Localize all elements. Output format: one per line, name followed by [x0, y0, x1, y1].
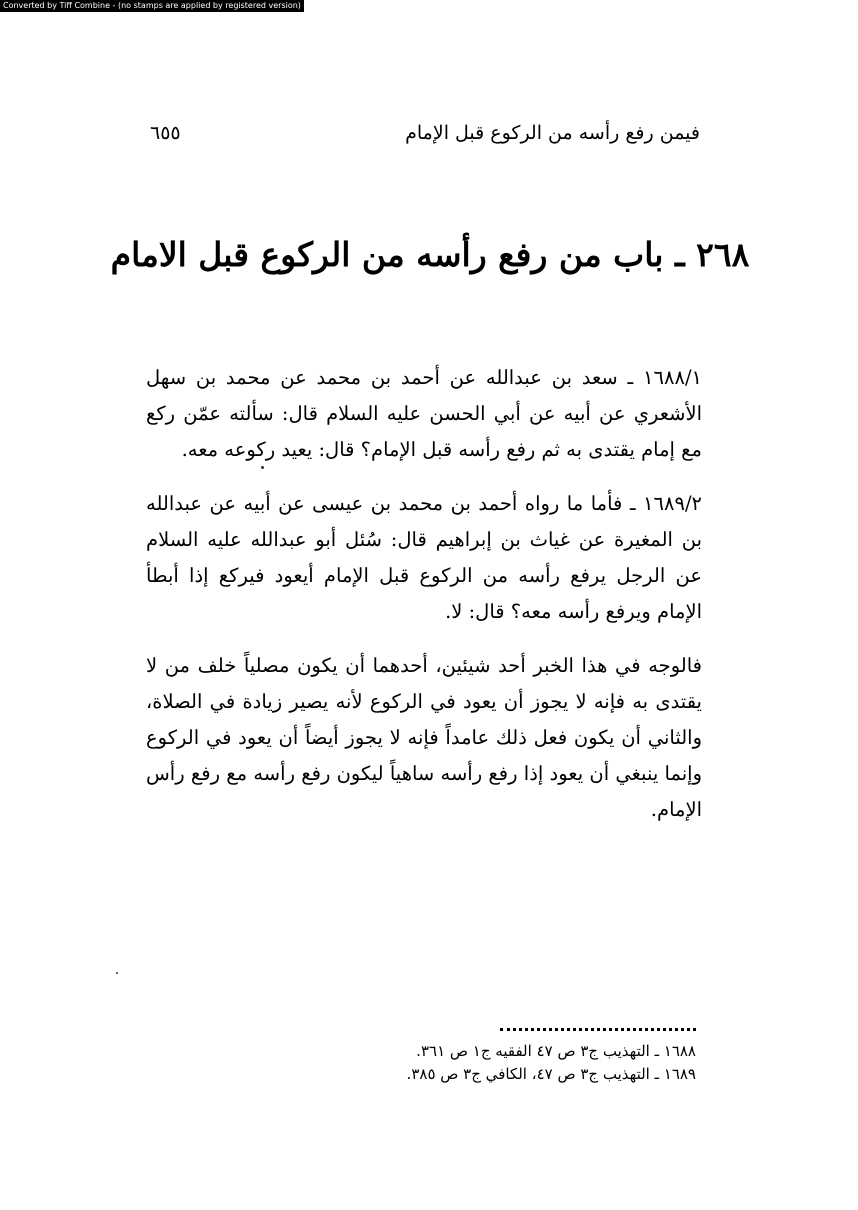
footnote-separator	[500, 1018, 696, 1031]
hadith-1688: ١٦٨٨/١ ـ سعد بن عبدالله عن أحمد بن محمد عن محمد بن سهل الأشعري عن أبيه عن أبي الحسن عليه السلام قال: سألته عمّن ركع مع إمام يقتدى به ثم رفع رأسه قبل الإمام؟ قال: يعيد ركوعه معه.	[146, 366, 702, 461]
footnote-1689: ١٦٨٩ ـ التهذيب ج٣ ص ٤٧، الكافي ج٣ ص ٣٨٥.	[406, 1065, 696, 1083]
footnotes	[300, 1040, 696, 1086]
hadith-1689: ١٦٨٩/٢ ـ فأما ما رواه أحمد بن محمد بن عيسى عن أبيه عن عبدالله بن المغيرة عن غياث بن إبراهيم قال: سُئل أبو عبدالله عليه السلام عن الرجل يرفع رأسه من الركوع قبل الإمام أيعود فيركع إذا أبطأ الإمام ويرفع رأسه معه؟ قال: لا.	[146, 492, 702, 623]
body-text	[146, 360, 702, 846]
commentary-paragraph: فالوجه في هذا الخبر أحد شيئين، أحدهما أن يكون مصلياً خلف من لا يقتدى به فإنه لا يجوز أن يعود في الركوع لأنه يصير زيادة في الصلاة، والثاني أن يكون فعل ذلك عامداً فإنه لا يجوز أيضاً أن يعود في الركوع وإنما ينبغي أن يعود إذا رفع رأسه ساهياً ليكون رفع رأسه مع رفع رأس الإمام.	[146, 654, 702, 821]
page-number: ٦٥٥	[150, 122, 181, 144]
running-title: فيمن رفع رأسه من الركوع قبل الإمام	[405, 122, 700, 144]
chapter-title: ٢٦٨ ـ باب من رفع رأسه من الركوع قبل الامام	[110, 235, 750, 274]
footnote-1688: ١٦٨٨ ـ التهذيب ج٣ ص ٤٧ الفقيه ج١ ص ٣٦١.	[416, 1042, 696, 1060]
converter-watermark: Converted by Tiff Combine - (no stamps are applied by registered version)	[0, 0, 304, 12]
scan-speck	[261, 466, 264, 469]
page-header	[150, 118, 700, 148]
scan-speck	[116, 972, 118, 974]
